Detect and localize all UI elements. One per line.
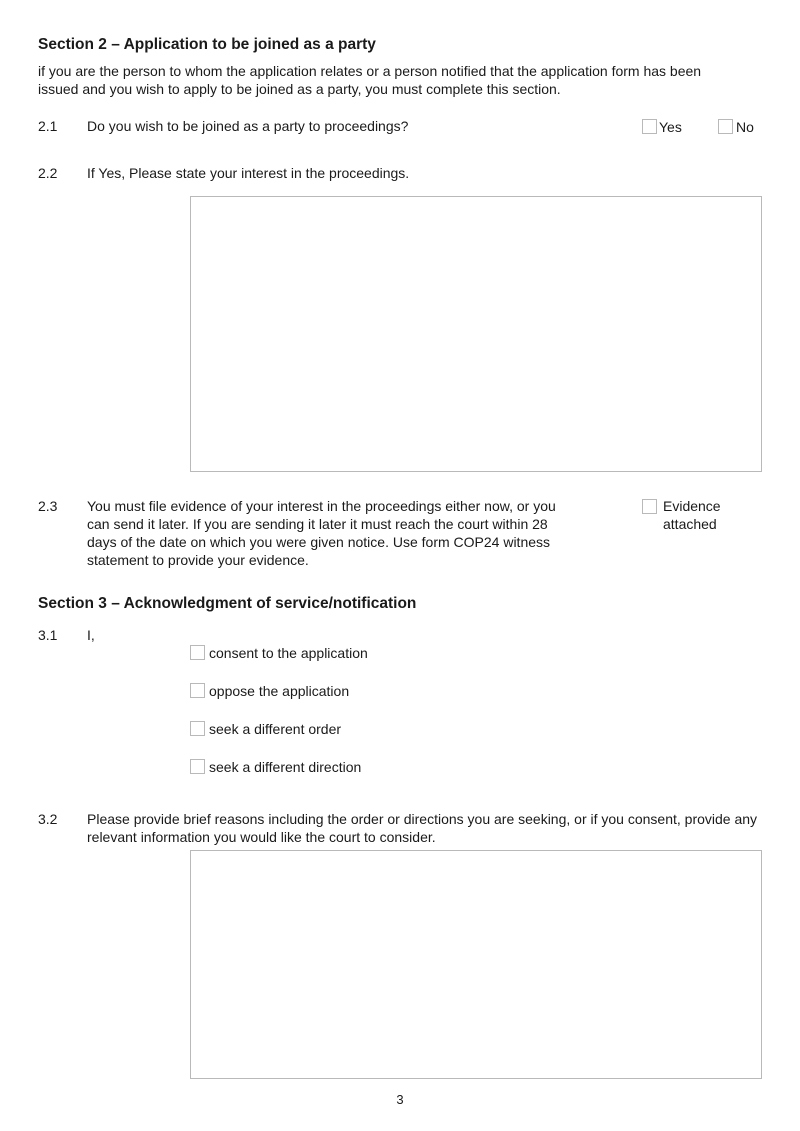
question-2-2-text: If Yes, Please state your interest in the proceedings. [87,165,410,181]
evidence-attached-label-line2: attached [663,516,717,532]
section-3-heading: Section 3 – Acknowledgment of service/notification [38,595,417,612]
question-2-2-number: 2.2 [38,165,58,181]
evidence-attached-checkbox[interactable] [642,499,657,514]
different-order-checkbox[interactable] [190,721,205,736]
question-2-1-text: Do you wish to be joined as a party to proceedings? [87,118,409,134]
question-3-2-text: Please provide brief reasons including the order or directions you are seeking, or if you consent, provide any relevant information you would like the court to consider. [87,811,758,845]
section-2-heading: Section 2 – Application to be joined as a party [38,36,376,53]
question-3-2-number: 3.2 [38,811,58,827]
different-direction-checkbox[interactable] [190,759,205,774]
different-order-label: seek a different order [209,721,342,737]
yes-label: Yes [659,119,682,135]
question-3-1-number: 3.1 [38,627,58,643]
reasons-textarea[interactable] [190,850,762,1079]
no-checkbox[interactable] [718,119,733,134]
oppose-checkbox[interactable] [190,683,205,698]
no-label: No [736,119,754,135]
consent-label: consent to the application [209,645,368,661]
consent-checkbox[interactable] [190,645,205,660]
question-2-1-number: 2.1 [38,118,58,134]
page-number: 3 [396,1092,404,1107]
yes-checkbox[interactable] [642,119,657,134]
question-2-3-text: You must file evidence of your interest in the proceedings either now, or you can send it later. If you are sending it later it must reach the court within 28 days of the date on which you were given notice. Use form COP24 witness statement to provide your evidence. [87,498,556,568]
question-3-1-text: I, [87,627,95,643]
section-2-intro: if you are the person to whom the application relates or a person notified that the application form has been issued and you wish to apply to be joined as a party, you must complete this section. [38,63,702,97]
evidence-attached-label-line1: Evidence [663,498,721,514]
different-direction-label: seek a different direction [209,759,362,775]
question-2-3-number: 2.3 [38,498,58,514]
interest-textarea[interactable] [190,196,762,472]
oppose-label: oppose the application [209,683,350,699]
